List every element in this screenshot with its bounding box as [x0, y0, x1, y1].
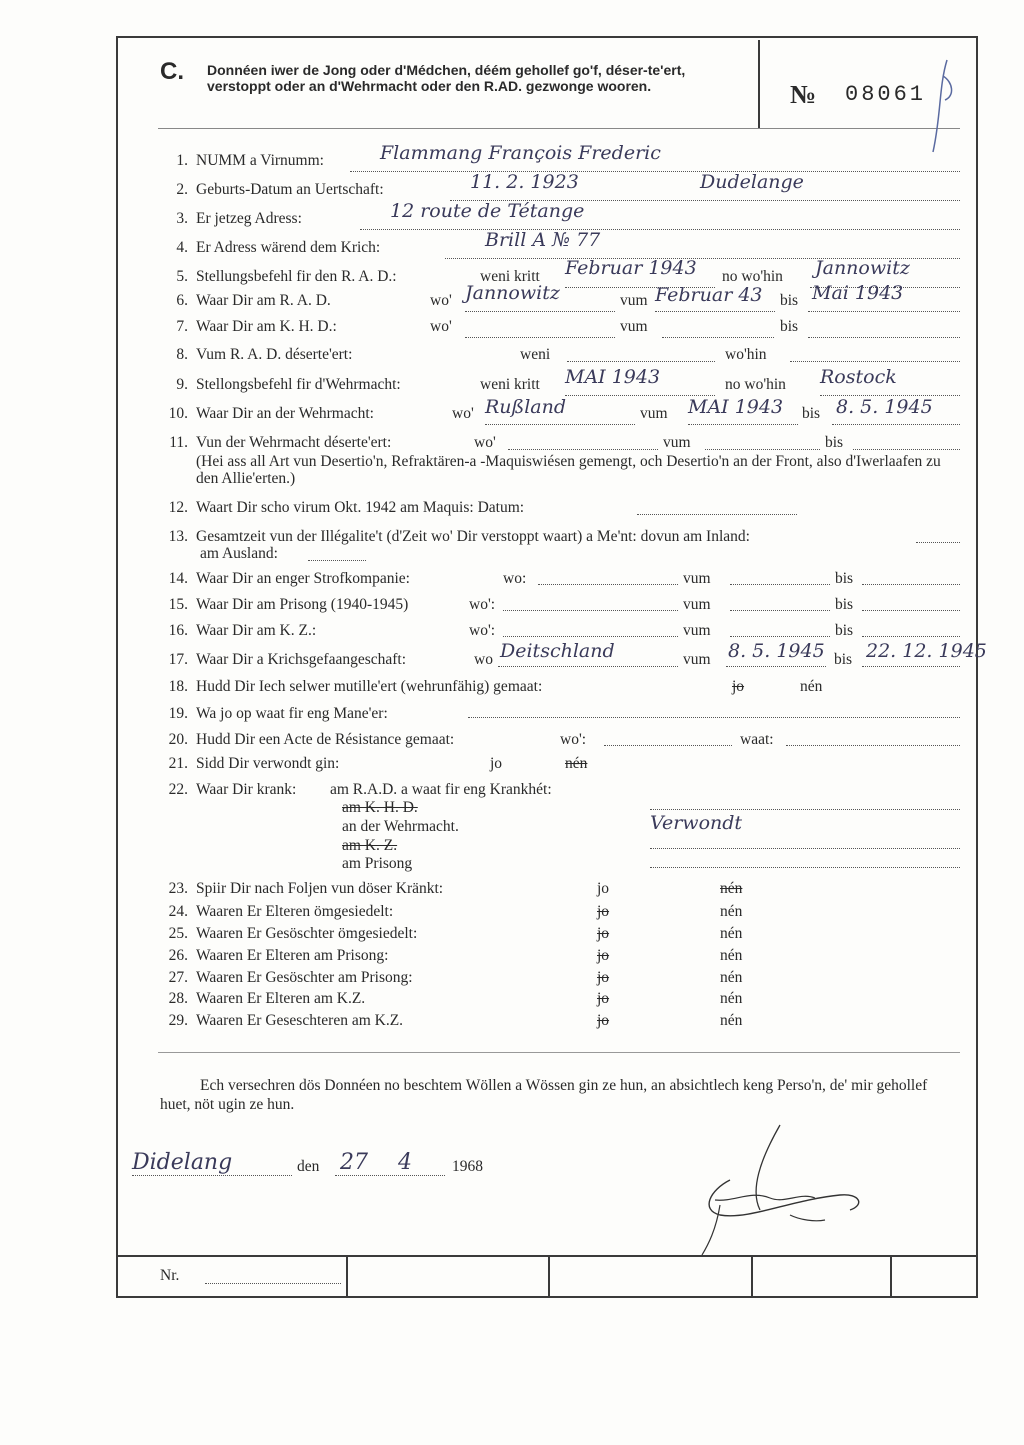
answer-jo: jo — [597, 925, 610, 942]
signature-place: Didelang — [132, 1150, 233, 1175]
fill-line — [916, 541, 960, 543]
label-b: no wo'hin — [725, 376, 786, 393]
form-number: 08061 — [845, 82, 927, 107]
signature-day: 27 — [340, 1150, 368, 1175]
number-sign: № — [790, 80, 817, 109]
label-b: vum — [620, 292, 648, 309]
fill-line — [465, 310, 615, 312]
question-number: 20. — [168, 731, 188, 748]
question-number: 12. — [168, 499, 188, 516]
question-label: Waart Dir scho virum Okt. 1942 am Maquis: Datum: — [196, 499, 525, 516]
label-b: vum — [683, 596, 711, 613]
table-col3 — [751, 1255, 753, 1297]
label-a: wo' — [430, 318, 452, 335]
q18-nen: nén — [800, 678, 823, 695]
label-a: weni — [520, 346, 551, 363]
question-number: 1. — [176, 152, 188, 169]
answer-10a: Rußland — [485, 396, 567, 418]
fill-line — [862, 635, 960, 637]
q22-sub-prisong: am Prisong — [342, 855, 413, 872]
label-a: wo: — [503, 570, 527, 587]
label-c: bis — [780, 318, 799, 335]
table-col2 — [548, 1255, 550, 1297]
separator — [158, 1052, 960, 1053]
label-a: wo' — [474, 434, 496, 451]
q22-line-4 — [650, 866, 960, 868]
label-a: weni kritt — [480, 268, 540, 285]
label-b: vum — [663, 434, 691, 451]
header-divider — [758, 40, 760, 128]
fill-line — [730, 635, 830, 637]
table-top — [118, 1255, 976, 1257]
question-label: Hudd Dir Iech selwer mutille'ert (wehrunfähig) gemaat: — [196, 678, 543, 695]
answer-address: 12 route de Tétange — [390, 200, 585, 222]
question-label: Wa jo op waat fir eng Mane'er: — [196, 705, 388, 722]
question-number: 27. — [168, 969, 188, 986]
question-label: Waar Dir an enger Strofkompanie: — [196, 570, 410, 587]
answer-10c: 8. 5. 1945 — [836, 396, 933, 418]
question-number: 5. — [176, 268, 188, 285]
question-number: 26. — [168, 947, 188, 964]
form-title: Donnéen iwer de Jong oder d'Médchen, déém gehollef go'f, déser-te'ert, verstoppt oder an d'Wehrmacht oder den R.AD. gezwonge wooren. — [207, 62, 686, 94]
answer-jo: jo — [597, 990, 610, 1007]
label-c: bis — [835, 622, 854, 639]
answer-17b: 8. 5. 1945 — [728, 640, 825, 662]
question-number: 23. — [168, 880, 188, 897]
question-label: Waaren Er Gesöschter am Prisong: — [196, 969, 413, 986]
answer-17c: 22. 12. 1945 — [866, 640, 987, 662]
label-b: vum — [683, 570, 711, 587]
question-number: 16. — [168, 622, 188, 639]
question-number: 9. — [176, 376, 188, 393]
fill-line — [498, 665, 678, 667]
date-line — [335, 1174, 445, 1176]
fill-line — [604, 744, 732, 746]
fill-line — [832, 423, 960, 425]
question-label: Stellongsbefehl fir d'Wehrmacht: — [196, 376, 401, 393]
q22-line-1 — [650, 808, 960, 810]
question-label: Waaren Er Elteren am Prisong: — [196, 947, 389, 964]
answer-birthdate: 11. 2. 1923 — [470, 171, 579, 193]
fill-line — [790, 360, 960, 362]
answer-nen: nén — [720, 880, 743, 897]
answer-5b: Jannowitz — [815, 257, 910, 279]
q22-sub-wehrmacht: an der Wehrmacht. — [342, 818, 459, 835]
question-label: Waar Dir am R. A. D. — [196, 292, 331, 309]
label-b: vum — [683, 651, 711, 668]
label-a: wo': — [560, 731, 587, 748]
question-number: 7. — [176, 318, 188, 335]
label-b: wo'hin — [725, 346, 767, 363]
q21-jo: jo — [490, 755, 503, 772]
label-c: bis — [802, 405, 821, 422]
fill-line — [308, 559, 366, 561]
answer-6a: Jannowitz — [465, 282, 560, 304]
fill-line — [705, 448, 820, 450]
question-number: 21. — [168, 755, 188, 772]
label-a: wo': — [469, 622, 496, 639]
answer-jo: jo — [597, 969, 610, 986]
label-c: bis — [835, 596, 854, 613]
answer-nen: nén — [720, 990, 743, 1007]
fill-line — [862, 609, 960, 611]
q18-jo: jo — [732, 678, 745, 695]
den-label: den — [297, 1158, 320, 1175]
answer-war-address: Brill A № 77 — [485, 229, 601, 251]
answer-jo: jo — [597, 1012, 610, 1029]
q22-sub-kz: am K. Z. — [342, 837, 398, 854]
label-a: wo': — [469, 596, 496, 613]
label-b: vum — [683, 622, 711, 639]
question-number: 8. — [176, 346, 188, 363]
question-number: 22. — [168, 781, 188, 798]
question-number: 18. — [168, 678, 188, 695]
fill-line — [655, 310, 775, 312]
label-a: wo — [474, 651, 493, 668]
answer-nen: nén — [720, 969, 743, 986]
question-number: 3. — [176, 210, 188, 227]
fill-line — [808, 310, 960, 312]
question-number: 13. — [168, 528, 188, 545]
label-c: bis — [825, 434, 844, 451]
fill-line — [503, 635, 678, 637]
answer-jo: jo — [597, 903, 610, 920]
label-a: wo' — [430, 292, 452, 309]
fill-line — [360, 228, 960, 230]
q13-ausland-label: am Ausland: — [200, 545, 278, 562]
q21-nen: nén — [565, 755, 588, 772]
fill-line — [726, 665, 826, 667]
answer-6b: Februar 43 — [655, 284, 763, 306]
question-number: 24. — [168, 903, 188, 920]
fill-line — [730, 609, 830, 611]
fill-line — [350, 170, 960, 172]
question-label: Sidd Dir verwondt gin: — [196, 755, 340, 772]
nr-label: Nr. — [160, 1267, 180, 1284]
fill-line — [468, 716, 960, 718]
label-b: no wo'hin — [722, 268, 783, 285]
answer-nen: nén — [720, 925, 743, 942]
fill-line — [730, 583, 830, 585]
question-label: Waaren Er Gesöschter ömgesiedelt: — [196, 925, 418, 942]
answer-jo: jo — [597, 947, 610, 964]
question-number: 2. — [176, 181, 188, 198]
question-label: Waar Dir am Prisong (1940-1945) — [196, 596, 409, 613]
declaration: Ech versechren dös Donnéen no beschtem Wöllen a Wössen gin ze hun, an absichtlech keng Perso'n, de' mir gehollef huet, nöt ugin ze hun. — [160, 1077, 928, 1113]
question-number: 25. — [168, 925, 188, 942]
answer-nen: nén — [720, 903, 743, 920]
label-c: bis — [835, 570, 854, 587]
question-label: Waar Dir a Krichsgefaangeschaft: — [196, 651, 407, 668]
label-c: bis — [834, 651, 853, 668]
label-a: wo' — [452, 405, 474, 422]
label-a: weni kritt — [480, 376, 540, 393]
question-number: 28. — [168, 990, 188, 1007]
label-b: vum — [620, 318, 648, 335]
question-label: Er Adress wärend dem Krich: — [196, 239, 381, 256]
fill-line — [688, 423, 798, 425]
signature-month: 4 — [398, 1150, 412, 1175]
table-col1 — [346, 1255, 348, 1297]
answer-birthplace: Dudelange — [700, 171, 804, 193]
question-label: Er jetzeg Adress: — [196, 210, 302, 227]
fill-line — [508, 448, 658, 450]
fill-line — [538, 583, 678, 585]
question-number: 6. — [176, 292, 188, 309]
question-label: Vum R. A. D. déserte'ert: — [196, 346, 353, 363]
fill-line — [862, 583, 960, 585]
fill-line — [465, 336, 615, 338]
q22-line-3 — [650, 847, 960, 849]
label-c: bis — [780, 292, 799, 309]
q22-sub-khd: am K. H. D. — [342, 799, 418, 816]
signature-year: 1968 — [452, 1158, 483, 1175]
question-number: 15. — [168, 596, 188, 613]
question-label: Waaren Er Geseschteren am K.Z. — [196, 1012, 404, 1029]
question-number: 14. — [168, 570, 188, 587]
answer-17a: Deitschland — [500, 640, 615, 662]
question-label: NUMM a Virnumm: — [196, 152, 324, 169]
signature-image — [690, 1120, 890, 1260]
label-b: waat: — [740, 731, 774, 748]
fill-line — [862, 665, 960, 667]
q11-note: (Hei ass all Art vun Desertio'n, Refraktären-a -Maquiswiésen gemengt, och Desertio'n an der Front, also d'Iwerlaafen zu den Allie'erten.) — [196, 453, 941, 487]
nr-line — [205, 1282, 341, 1284]
question-number: 11. — [169, 434, 188, 451]
table-col4 — [890, 1255, 892, 1297]
answer-5a: Februar 1943 — [565, 257, 697, 279]
answer-nen: nén — [720, 947, 743, 964]
fill-line — [662, 336, 774, 338]
label-b: vum — [640, 405, 668, 422]
question-label: Waar Dir krank: — [196, 781, 297, 798]
question-label: Stellungsbefehl fir den R. A. D.: — [196, 268, 397, 285]
question-label: Hudd Dir een Acte de Résistance gemaat: — [196, 731, 455, 748]
fill-line — [786, 744, 960, 746]
fill-line — [637, 513, 797, 515]
answer-jo: jo — [597, 880, 610, 897]
fill-line — [808, 336, 960, 338]
question-number: 29. — [168, 1012, 188, 1029]
question-label: Waaren Er Elteren am K.Z. — [196, 990, 366, 1007]
question-label: Vun der Wehrmacht déserte'ert: — [196, 434, 392, 451]
answer-10b: MAI 1943 — [688, 396, 784, 418]
question-label: Geburts-Datum an Uertschaft: — [196, 181, 384, 198]
fill-line — [485, 423, 635, 425]
answer-6c: Mai 1943 — [812, 282, 904, 304]
fill-line — [503, 609, 678, 611]
q22-value: Verwondt — [650, 812, 743, 834]
question-number: 4. — [176, 239, 188, 256]
question-label: Spiir Dir nach Foljen vun döser Kränkt: — [196, 880, 444, 897]
question-number: 10. — [168, 405, 188, 422]
fill-line — [567, 360, 715, 362]
question-label: Waar Dir am K. Z.: — [196, 622, 317, 639]
answer-9a: MAI 1943 — [565, 366, 661, 388]
question-label: Waar Dir an der Wehrmacht: — [196, 405, 374, 422]
answer-name: Flammang François Frederic — [380, 142, 661, 164]
header-rule — [158, 128, 960, 129]
place-line — [132, 1174, 292, 1176]
question-label: Waaren Er Elteren ömgesiedelt: — [196, 903, 394, 920]
answer-nen: nén — [720, 1012, 743, 1029]
q22-sub-rad: am R.A.D. a waat fir eng Krankhét: — [330, 781, 552, 798]
question-number: 19. — [168, 705, 188, 722]
handwritten-mark — [925, 56, 965, 156]
section-letter: C. — [160, 58, 184, 85]
question-label: Waar Dir am K. H. D.: — [196, 318, 337, 335]
question-label: Gesamtzeit vun der Illégalite't (d'Zeit wo' Dir verstoppt waart) a Me'nt: dovun am Inland: — [196, 528, 750, 545]
fill-line — [853, 448, 960, 450]
question-number: 17. — [168, 651, 188, 668]
answer-9b: Rostock — [820, 366, 897, 388]
